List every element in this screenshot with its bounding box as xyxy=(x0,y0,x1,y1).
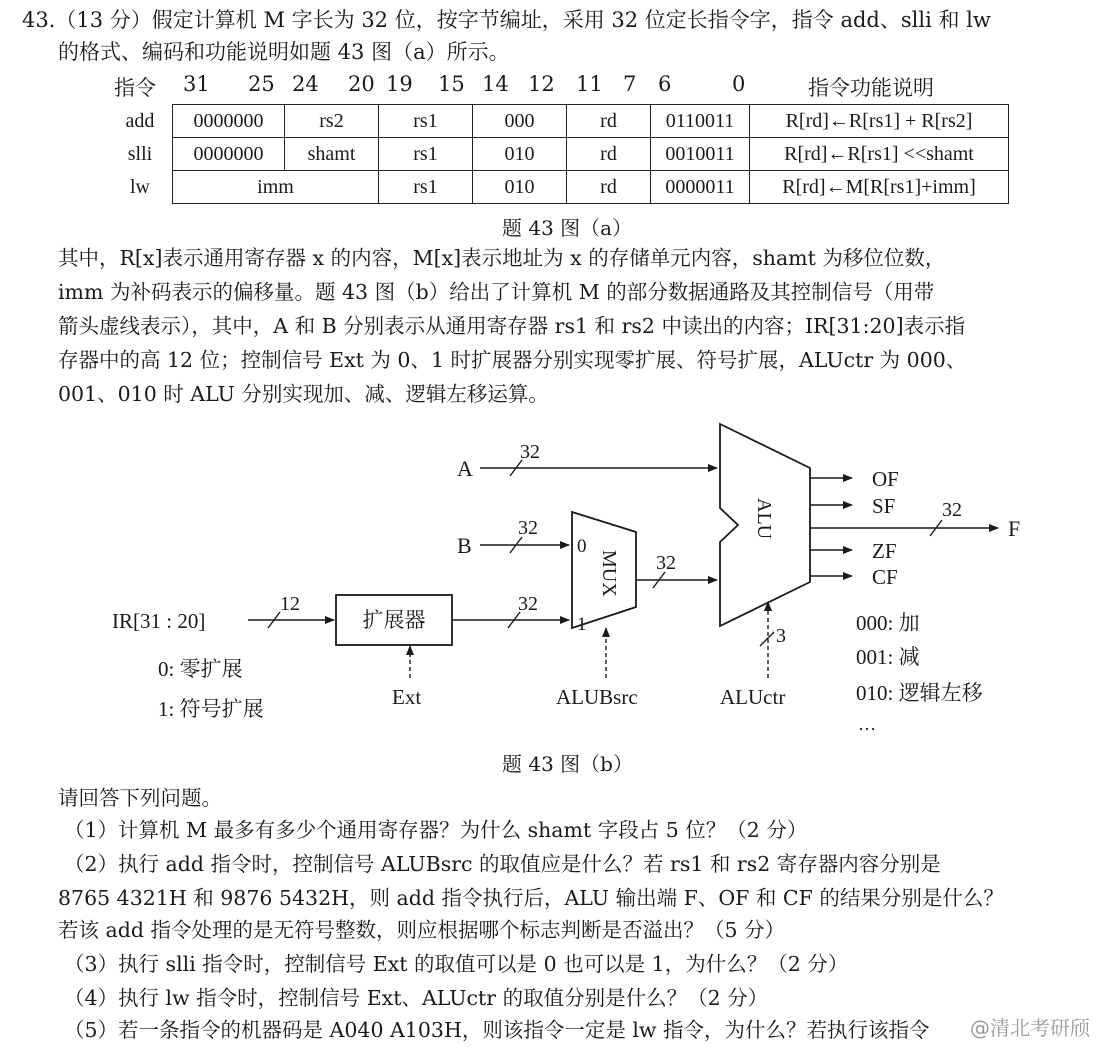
cell-funct3: 010 xyxy=(473,171,567,204)
cell-rd: rd xyxy=(567,105,651,138)
question-line-1: 43.（13 分）假定计算机 M 字长为 32 位，按字节编址，采用 32 位定长指令字，指令 add、slli 和 lw xyxy=(22,8,991,32)
ext-mode-0: 0: 零扩展 xyxy=(158,657,243,681)
datapath-diagram xyxy=(0,410,1108,750)
cell-desc: R[rd]←R[rs1] + R[rs2] xyxy=(750,105,1009,138)
flag-zf: ZF xyxy=(872,539,897,563)
cell-funct3: 010 xyxy=(473,138,567,171)
label-ir: IR[31 : 20] xyxy=(112,609,206,633)
output-f: F xyxy=(1008,516,1021,541)
cell-rd: rd xyxy=(567,138,651,171)
format-table xyxy=(108,104,1009,204)
cell-opcode: 0110011 xyxy=(651,105,750,138)
table-row xyxy=(108,138,1009,171)
header-instr: 指令 xyxy=(114,76,156,100)
cell-imm: imm xyxy=(173,171,379,204)
cell-desc: R[rd]←R[rs1] <<shamt xyxy=(750,138,1009,171)
question-5: （5）若一条指令的机器码是 A040 A103H，则该指令一定是 lw 指令，为什么？若执行该指令 xyxy=(64,1018,930,1042)
cell-opcode: 0010011 xyxy=(651,138,750,171)
cell-desc: R[rd]←M[R[rs1]+imm] xyxy=(750,171,1009,204)
header-bit-0: 0 xyxy=(732,72,746,96)
ext-mode-1: 1: 符号扩展 xyxy=(158,697,264,721)
aluctr-op-010: 010: 逻辑左移 xyxy=(856,681,983,705)
question-line-2: 的格式、编码和功能说明如题 43 图（a）所示。 xyxy=(58,40,510,64)
question-2-line-3: 若该 add 指令处理的是无符号整数，则应根据哪个标志判断是否溢出？（5 分） xyxy=(58,918,786,942)
aluctr-op-000: 000: 加 xyxy=(856,611,920,635)
header-bit-19: 19 xyxy=(386,72,413,96)
question-4: （4）执行 lw 指令时，控制信号 Ext、ALUctr 的取值分别是什么？（2 分） xyxy=(64,986,769,1010)
aluctr-op-001: 001: 减 xyxy=(856,645,920,669)
question-2-line-1: （2）执行 add 指令时，控制信号 ALUBsrc 的取值应是什么？若 rs1 和 rs2 寄存器内容分别是 xyxy=(64,852,941,876)
cell-rd: rd xyxy=(567,171,651,204)
header-bit-11: 11 xyxy=(576,72,603,96)
width-mux-out: 32 xyxy=(656,552,676,574)
cell-opcode: 0000011 xyxy=(651,171,750,204)
row-label-slli: slli xyxy=(127,142,153,165)
header-bit-12: 12 xyxy=(528,72,555,96)
mux-input-0: 0 xyxy=(577,536,587,557)
bus-slash-aluctr xyxy=(760,632,774,646)
mux-label: MUX xyxy=(598,550,620,597)
row-label-add: add xyxy=(125,109,155,132)
description-line-1: 其中，R[x]表示通用寄存器 x 的内容，M[x]表示地址为 x 的存储单元内容，shamt 为移位位数， xyxy=(58,246,946,270)
header-bit-25: 25 xyxy=(248,72,275,96)
description-line-5: 001、010 时 ALU 分别实现加、减、逻辑左移运算。 xyxy=(58,382,549,406)
label-aluctr: ALUctr xyxy=(720,685,786,709)
header-bit-14: 14 xyxy=(482,72,509,96)
cell-funct3: 000 xyxy=(473,105,567,138)
description-line-2: imm 为补码表示的偏移量。题 43 图（b）给出了计算机 M 的部分数据通路及其控制信号（用带 xyxy=(58,280,935,304)
width-ir: 12 xyxy=(280,593,300,615)
width-f: 32 xyxy=(942,499,962,521)
format-table-header xyxy=(108,72,1028,100)
question-3: （3）执行 slli 指令时，控制信号 Ext 的取值可以是 0 也可以是 1，为什么？（2 分） xyxy=(64,952,849,976)
cell-shamt: shamt xyxy=(285,138,379,171)
label-A: A xyxy=(457,456,473,481)
table-row xyxy=(108,171,1009,204)
width-aluctr: 3 xyxy=(776,625,786,647)
questions-intro: 请回答下列问题。 xyxy=(58,786,222,810)
header-bit-6: 6 xyxy=(658,72,672,96)
extender-label: 扩展器 xyxy=(362,608,426,632)
flag-sf: SF xyxy=(872,494,896,518)
row-label-lw: lw xyxy=(130,175,150,198)
question-1: （1）计算机 M 最多有多少个通用寄存器？为什么 shamt 字段占 5 位？（2 分） xyxy=(64,818,808,842)
header-bit-31: 31 xyxy=(183,72,210,96)
mux-input-1: 1 xyxy=(577,614,587,635)
header-bit-24: 24 xyxy=(292,72,319,96)
width-A: 32 xyxy=(520,441,540,463)
description-line-4: 存器中的高 12 位；控制信号 Ext 为 0、1 时扩展器分别实现零扩展、符号扩展，ALUctr 为 000、 xyxy=(58,348,967,372)
header-func: 指令功能说明 xyxy=(808,76,934,100)
header-bit-7: 7 xyxy=(623,72,637,96)
cell-rs1: rs1 xyxy=(379,171,473,204)
alu-label: ALU xyxy=(753,498,775,540)
cell-funct7: 0000000 xyxy=(173,105,285,138)
width-ext-out: 32 xyxy=(518,593,538,615)
watermark: @清北考研颀 xyxy=(970,1016,1090,1040)
label-ext: Ext xyxy=(392,685,422,709)
aluctr-op-ellipsis: … xyxy=(858,714,876,734)
label-alubsrc: ALUBsrc xyxy=(556,685,638,709)
question-2-line-2: 8765 4321H 和 9876 5432H，则 add 指令执行后，ALU 输出端 F、OF 和 CF 的结果分别是什么？ xyxy=(58,886,1004,910)
figure-a-caption: 题 43 图（a） xyxy=(502,216,633,240)
flag-cf: CF xyxy=(872,565,898,589)
header-bit-15: 15 xyxy=(438,72,465,96)
label-B: B xyxy=(457,533,472,558)
cell-rs1: rs1 xyxy=(379,105,473,138)
cell-funct7: 0000000 xyxy=(173,138,285,171)
cell-rs2: rs2 xyxy=(285,105,379,138)
header-bit-20: 20 xyxy=(348,72,375,96)
description-line-3: 箭头虚线表示），其中，A 和 B 分别表示从通用寄存器 rs1 和 rs2 中读出的内容；IR[31:20]表示指 xyxy=(58,314,966,338)
width-B: 32 xyxy=(518,517,538,539)
flag-of: OF xyxy=(872,467,899,491)
cell-rs1: rs1 xyxy=(379,138,473,171)
figure-b-caption: 题 43 图（b） xyxy=(502,752,633,776)
table-row xyxy=(108,105,1009,138)
